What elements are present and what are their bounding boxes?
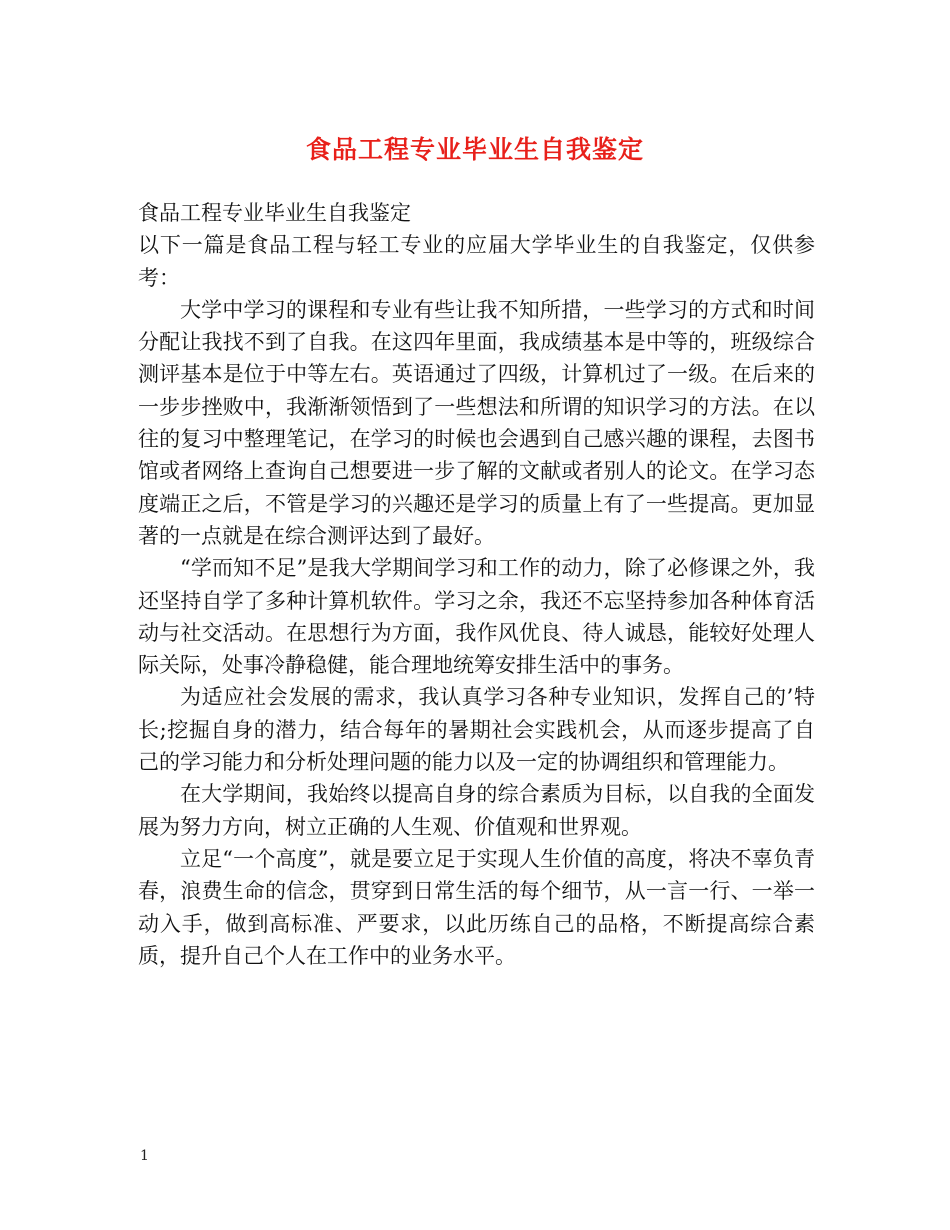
document-body: [138, 197, 815, 972]
page-number: 1: [140, 1148, 149, 1164]
intro-paragraph: 以下一篇是食品工程与轻工专业的应届大学毕业生的自我鉴定，仅供参考：: [138, 233, 815, 290]
body-paragraph-development: 为适应社会发展的需求，我认真学习各种专业知识，发挥自己的’特长;挖掘自身的潜力，结合每年的暑期社会实践机会，从而逐步提高了自己的学习能力和分析处理问题的能力以及一定的协调组织和管理能力。: [138, 685, 815, 775]
body-paragraph-standpoint: 立足“一个高度”，就是要立足于实现人生价值的高度，将决不辜负青春，浪费生命的信念，贯穿到日常生活的每个细节，从一言一行、一举一动入手，做到高标准、严要求，以此历练自己的品格，不断提高综合素质，提升自己个人在工作中的业务水平。: [138, 846, 815, 968]
body-paragraph-goals: 在大学期间，我始终以提高自身的综合素质为目标，以自我的全面发展为努力方向，树立正确的人生观、价值观和世界观。: [138, 782, 815, 839]
document-title: 食品工程专业毕业生自我鉴定: [305, 135, 644, 164]
body-heading: 食品工程专业毕业生自我鉴定: [138, 201, 411, 225]
body-paragraph-motivation: “学而知不足”是我大学期间学习和工作的动力，除了必修课之外，我还坚持自学了多种计算机软件。学习之余，我还不忘坚持参加各种体育活动与社交活动。在思想行为方面，我作风优良、待人诚恳，能较好处理人际关际，处事冷静稳健，能合理地统筹安排生活中的事务。: [138, 556, 815, 678]
body-paragraph-study: 大学中学习的课程和专业有些让我不知所措，一些学习的方式和时间分配让我找不到了自我。在这四年里面，我成绩基本是中等的，班级综合测评基本是位于中等左右。英语通过了四级，计算机过了一级。在后来的一步步挫败中，我渐渐领悟到了一些想法和所谓的知识学习的方法。在以往的复习中整理笔记，在学习的时候也会遇到自己感兴趣的课程，去图书馆或者网络上查询自己想要进一步了解的文献或者别人的论文。在学习态度端正之后，不管是学习的兴趣还是学习的质量上有了一些提高。更加显著的一点就是在综合测评达到了最好。: [138, 297, 815, 548]
